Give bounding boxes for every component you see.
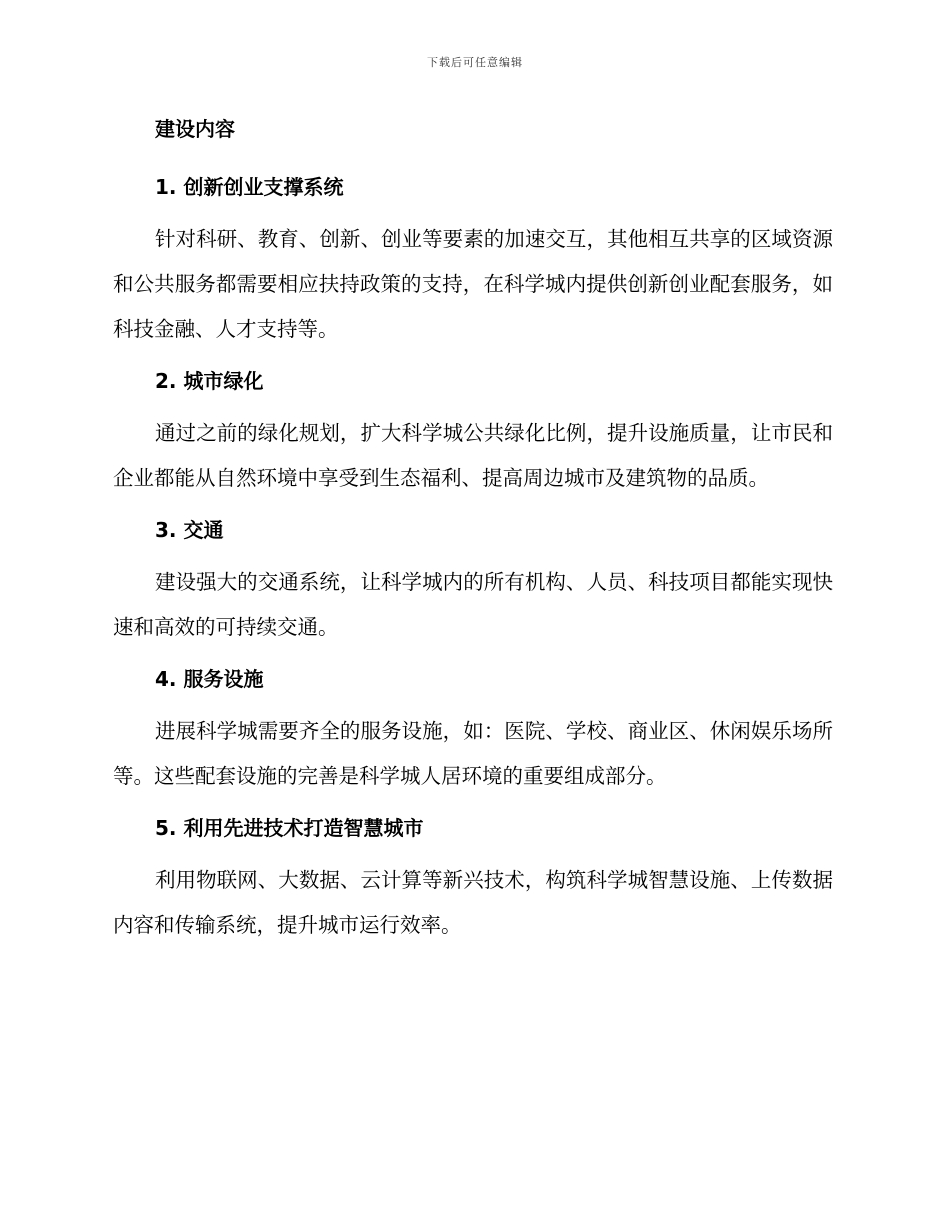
main-heading: 建设内容 (155, 117, 235, 141)
header-note: 下载后可任意编辑 (427, 56, 523, 69)
document-body (113, 113, 833, 961)
section-heading: 2. 城市绿化 (155, 369, 264, 393)
section-heading: 1. 创新创业支撑系统 (155, 175, 344, 199)
section-heading: 5. 利用先进技术打造智慧城市 (155, 816, 424, 840)
section-paragraph: 利用物联网、大数据、云计算等新兴技术，构筑科学城智慧设施、上传数据内容和传输系统，提升城市运行效率。 (113, 868, 833, 937)
section-paragraph: 通过之前的绿化规划，扩大科学城公共绿化比例，提升设施质量，让市民和企业都能从自然环境中享受到生态福利、提高周边城市及建筑物的品质。 (113, 421, 833, 490)
section-paragraph: 进展科学城需要齐全的服务设施，如：医院、学校、商业区、休闲娱乐场所等。这些配套设施的完善是科学城人居环境的重要组成部分。 (113, 719, 833, 788)
section-heading: 3. 交通 (155, 518, 224, 542)
section-heading: 4. 服务设施 (155, 667, 264, 691)
section-paragraph: 针对科研、教育、创新、创业等要素的加速交互，其他相互共享的区域资源和公共服务都需要相应扶持政策的支持，在科学城内提供创新创业配套服务，如科技金融、人才支持等。 (113, 227, 833, 341)
section-paragraph: 建设强大的交通系统，让科学城内的所有机构、人员、科技项目都能实现快速和高效的可持续交通。 (113, 570, 833, 639)
